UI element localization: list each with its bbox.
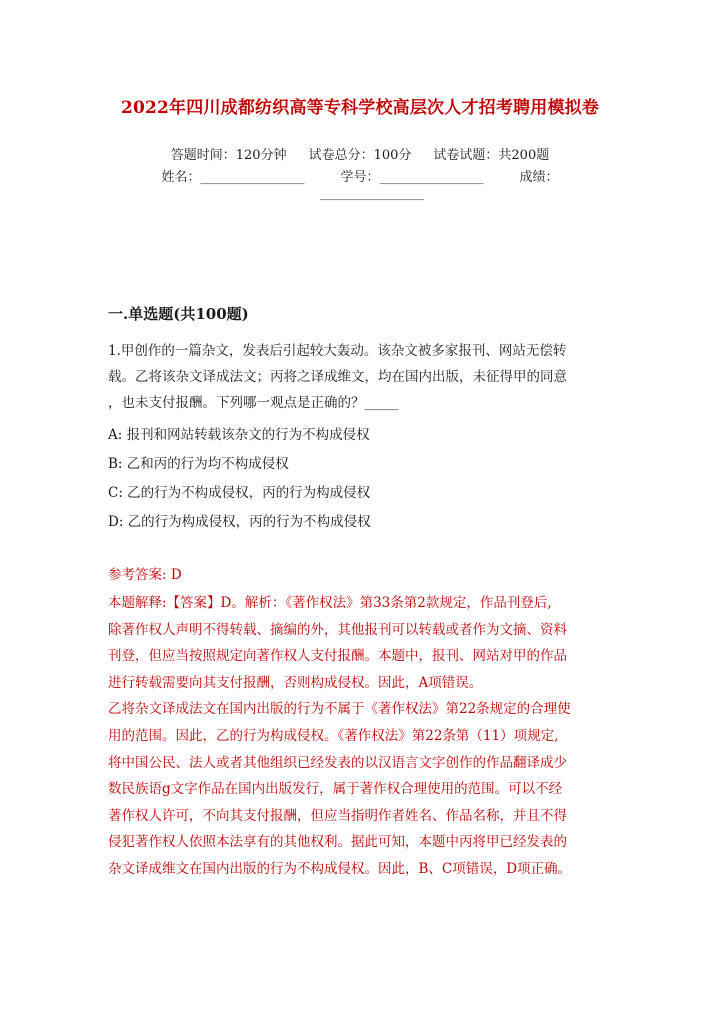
question-line: 载。乙将该杂文译成法文；丙将之译成维文，均在国内出版，未征得甲的同意 xyxy=(108,369,567,385)
score-blank: ________________ xyxy=(320,186,424,201)
question-stem xyxy=(108,338,618,416)
exam-info-line xyxy=(0,144,720,163)
explanation-line: 数民族语g文字作品在国内出版发行，属于著作权合理使用的范围。可以不经 xyxy=(108,781,563,798)
option-c: C: 乙的行为不构成侵权，丙的行为构成侵权 xyxy=(108,485,371,501)
option-b: B: 乙和丙的行为均不构成侵权 xyxy=(108,456,289,472)
explanation-line: 将中国公民、法人或者其他组织已经发表的以汉语言文字创作的作品翻译成少 xyxy=(108,754,567,771)
explanation-line: 著作权人许可，不向其支付报酬，但应当指明作者姓名、作品名称，并且不得 xyxy=(108,807,567,824)
exam-total-score: 试卷总分：100分 xyxy=(308,148,412,163)
exam-total-questions: 试卷试题：共200题 xyxy=(433,148,550,163)
document-title: 2022年四川成都纺织高等专科学校高层次人才招考聘用模拟卷 xyxy=(120,98,600,118)
explanation-line: 用的范围。因此，乙的行为构成侵权。《著作权法》第22条第（11）项规定, xyxy=(108,727,559,744)
student-id-field: 学号：________________ xyxy=(340,170,484,185)
explanation-line: 刊登，但应当按照规定向著作权人支付报酬。本题中，报刊、网站对甲的作品 xyxy=(108,648,567,665)
explanation-line: 本题解释:【答案】D。解析：《著作权法》第33条第2款规定，作品刊登后, xyxy=(108,595,552,611)
option-a: A: 报刊和网站转载该杂文的行为不构成侵权 xyxy=(108,427,370,443)
explanation-line: 杂文译成维文在国内出版的行为不构成侵权。因此，B、C项错误，D项正确。 xyxy=(108,860,572,877)
student-name-field: 姓名：________________ xyxy=(161,170,305,185)
explanation-line: 乙将杂文译成法文在国内出版的行为不属于《著作权法》第22条规定的合理使 xyxy=(108,701,571,718)
student-info-line xyxy=(0,166,720,185)
reference-answer: 参考答案: D xyxy=(108,567,182,583)
question-line: ，也未支付报酬。下列哪一观点是正确的？_____ xyxy=(108,395,399,411)
explanation-line: 进行转载需要向其支付报酬，否则构成侵权。因此，A项错误。 xyxy=(108,674,483,691)
explanation-line: 除著作权人声明不得转载、摘编的外，其他报刊可以转载或者作为文摘、资料 xyxy=(108,621,567,638)
option-d: D: 乙的行为构成侵权，丙的行为不构成侵权 xyxy=(108,514,371,530)
section-heading: 一.单选题(共100题) xyxy=(108,305,249,323)
explanation-line: 侵犯著作权人依照本法享有的其他权利。据此可知，本题中丙将甲已经发表的 xyxy=(108,834,567,851)
student-score-label: 成绩： xyxy=(519,170,559,185)
exam-time: 答题时间：120分钟 xyxy=(170,148,287,163)
answer-explanation xyxy=(108,590,618,883)
question-options xyxy=(108,421,371,537)
question-line: 1.甲创作的一篇杂文，发表后引起较大轰动。该杂文被多家报刊、网站无偿转 xyxy=(108,343,567,359)
